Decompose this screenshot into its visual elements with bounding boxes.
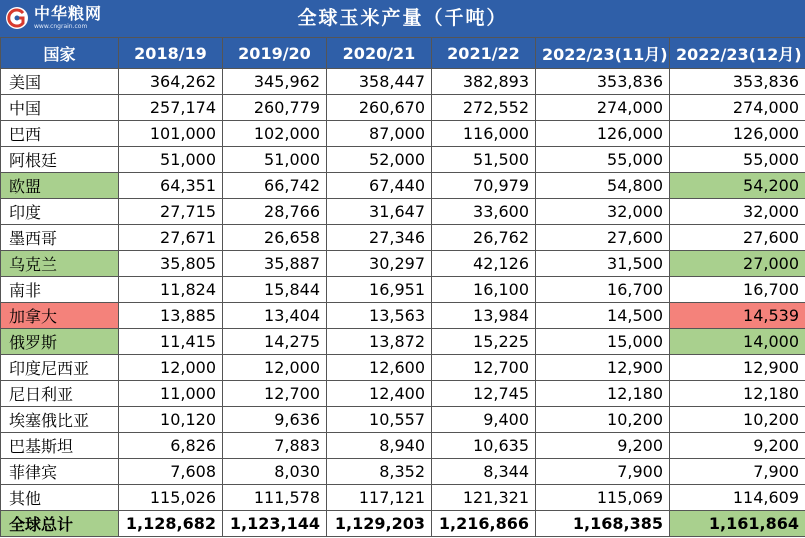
value-cell: 260,670: [327, 95, 432, 121]
value-cell: 16,700: [536, 277, 670, 303]
value-cell: 12,745: [432, 381, 536, 407]
logo-name: 中华粮网: [34, 4, 103, 23]
value-cell: 87,000: [327, 121, 432, 147]
value-cell: 32,000: [536, 199, 670, 225]
value-cell: 8,940: [327, 433, 432, 459]
table-row: [1, 225, 805, 251]
table-row: [1, 303, 805, 329]
country-cell: 印度尼西亚: [1, 355, 119, 381]
value-cell: 10,635: [432, 433, 536, 459]
value-cell: 70,979: [432, 173, 536, 199]
value-cell: 26,658: [223, 225, 327, 251]
column-header-country: 国家: [1, 38, 119, 69]
value-cell: 117,121: [327, 485, 432, 511]
table-row: [1, 355, 805, 381]
country-cell: 南非: [1, 277, 119, 303]
value-cell: 1,168,385: [536, 511, 670, 537]
value-cell: 51,000: [223, 147, 327, 173]
value-cell: 7,900: [536, 459, 670, 485]
value-cell: 16,100: [432, 277, 536, 303]
value-cell: 13,872: [327, 329, 432, 355]
value-cell: 27,600: [536, 225, 670, 251]
value-cell: 28,766: [223, 199, 327, 225]
value-cell: 55,000: [536, 147, 670, 173]
total-row: [1, 511, 805, 537]
value-cell: 10,200: [670, 407, 805, 433]
page-title: 全球玉米产量（千吨）: [297, 7, 508, 29]
value-cell: 364,262: [119, 69, 223, 95]
value-cell: 274,000: [670, 95, 805, 121]
value-cell: 8,030: [223, 459, 327, 485]
value-cell: 30,297: [327, 251, 432, 277]
table-row: [1, 95, 805, 121]
value-cell: 14,275: [223, 329, 327, 355]
table-row: [1, 69, 805, 95]
value-cell: 51,000: [119, 147, 223, 173]
value-cell: 7,608: [119, 459, 223, 485]
value-cell: 9,200: [670, 433, 805, 459]
value-cell: 51,500: [432, 147, 536, 173]
value-cell: 101,000: [119, 121, 223, 147]
country-cell: 乌克兰: [1, 251, 119, 277]
value-cell: 13,984: [432, 303, 536, 329]
value-cell: 272,552: [432, 95, 536, 121]
value-cell: 111,578: [223, 485, 327, 511]
table-row: [1, 381, 805, 407]
value-cell: 8,352: [327, 459, 432, 485]
value-cell: 358,447: [327, 69, 432, 95]
value-cell: 12,000: [223, 355, 327, 381]
value-cell: 7,883: [223, 433, 327, 459]
value-cell: 54,800: [536, 173, 670, 199]
column-header-year: 2019/20: [223, 38, 327, 69]
value-cell: 14,500: [536, 303, 670, 329]
value-cell: 13,885: [119, 303, 223, 329]
table-row: [1, 485, 805, 511]
value-cell: 9,200: [536, 433, 670, 459]
country-cell: 巴西: [1, 121, 119, 147]
value-cell: 26,762: [432, 225, 536, 251]
value-cell: 27,600: [670, 225, 805, 251]
value-cell: 16,951: [327, 277, 432, 303]
value-cell: 27,346: [327, 225, 432, 251]
value-cell: 42,126: [432, 251, 536, 277]
country-cell: 尼日利亚: [1, 381, 119, 407]
table-row: [1, 433, 805, 459]
table-row: [1, 277, 805, 303]
value-cell: 13,563: [327, 303, 432, 329]
value-cell: 274,000: [536, 95, 670, 121]
column-header-year: 2021/22: [432, 38, 536, 69]
value-cell: 14,000: [670, 329, 805, 355]
value-cell: 1,128,682: [119, 511, 223, 537]
value-cell: 126,000: [536, 121, 670, 147]
value-cell: 11,415: [119, 329, 223, 355]
country-cell: 巴基斯坦: [1, 433, 119, 459]
value-cell: 31,500: [536, 251, 670, 277]
value-cell: 260,779: [223, 95, 327, 121]
table-row: [1, 251, 805, 277]
value-cell: 1,216,866: [432, 511, 536, 537]
value-cell: 11,824: [119, 277, 223, 303]
value-cell: 12,000: [119, 355, 223, 381]
value-cell: 27,671: [119, 225, 223, 251]
value-cell: 32,000: [670, 199, 805, 225]
value-cell: 121,321: [432, 485, 536, 511]
value-cell: 16,700: [670, 277, 805, 303]
table-row: [1, 407, 805, 433]
value-cell: 12,900: [670, 355, 805, 381]
column-header-year: 2020/21: [327, 38, 432, 69]
value-cell: 31,647: [327, 199, 432, 225]
value-cell: 13,404: [223, 303, 327, 329]
column-header-year: 2022/23(11月): [536, 38, 670, 69]
value-cell: 67,440: [327, 173, 432, 199]
value-cell: 10,557: [327, 407, 432, 433]
country-cell: 墨西哥: [1, 225, 119, 251]
value-cell: 12,180: [670, 381, 805, 407]
table-row: [1, 199, 805, 225]
table-row: [1, 147, 805, 173]
value-cell: 55,000: [670, 147, 805, 173]
value-cell: 66,742: [223, 173, 327, 199]
production-table: [0, 37, 805, 537]
value-cell: 257,174: [119, 95, 223, 121]
value-cell: 35,805: [119, 251, 223, 277]
table-row: [1, 459, 805, 485]
country-cell: 中国: [1, 95, 119, 121]
value-cell: 1,123,144: [223, 511, 327, 537]
value-cell: 12,700: [223, 381, 327, 407]
value-cell: 52,000: [327, 147, 432, 173]
logo-url: www.cngrain.com: [34, 23, 88, 30]
table-row: [1, 121, 805, 147]
value-cell: 10,200: [536, 407, 670, 433]
value-cell: 353,836: [670, 69, 805, 95]
value-cell: 116,000: [432, 121, 536, 147]
value-cell: 12,180: [536, 381, 670, 407]
country-cell: 菲律宾: [1, 459, 119, 485]
value-cell: 15,225: [432, 329, 536, 355]
value-cell: 12,900: [536, 355, 670, 381]
country-cell: 加拿大: [1, 303, 119, 329]
value-cell: 10,120: [119, 407, 223, 433]
value-cell: 64,351: [119, 173, 223, 199]
value-cell: 27,715: [119, 199, 223, 225]
title-bar: [0, 0, 805, 37]
total-label: 全球总计: [1, 511, 119, 537]
column-header-year: 2022/23(12月): [670, 38, 805, 69]
value-cell: 353,836: [536, 69, 670, 95]
table-row: [1, 173, 805, 199]
value-cell: 8,344: [432, 459, 536, 485]
value-cell: 114,609: [670, 485, 805, 511]
value-cell: 6,826: [119, 433, 223, 459]
value-cell: 9,400: [432, 407, 536, 433]
value-cell: 7,900: [670, 459, 805, 485]
table-row: [1, 329, 805, 355]
value-cell: 12,700: [432, 355, 536, 381]
value-cell: 9,636: [223, 407, 327, 433]
value-cell: 15,000: [536, 329, 670, 355]
value-cell: 382,893: [432, 69, 536, 95]
value-cell: 1,161,864: [670, 511, 805, 537]
value-cell: 1,129,203: [327, 511, 432, 537]
country-cell: 印度: [1, 199, 119, 225]
value-cell: 115,026: [119, 485, 223, 511]
country-cell: 阿根廷: [1, 147, 119, 173]
country-cell: 其他: [1, 485, 119, 511]
value-cell: 345,962: [223, 69, 327, 95]
country-cell: 俄罗斯: [1, 329, 119, 355]
country-cell: 埃塞俄比亚: [1, 407, 119, 433]
country-cell: 欧盟: [1, 173, 119, 199]
column-header-year: 2018/19: [119, 38, 223, 69]
value-cell: 33,600: [432, 199, 536, 225]
value-cell: 11,000: [119, 381, 223, 407]
value-cell: 12,400: [327, 381, 432, 407]
value-cell: 15,844: [223, 277, 327, 303]
country-cell: 美国: [1, 69, 119, 95]
value-cell: 14,539: [670, 303, 805, 329]
header-row: [1, 38, 805, 69]
value-cell: 115,069: [536, 485, 670, 511]
value-cell: 126,000: [670, 121, 805, 147]
value-cell: 35,887: [223, 251, 327, 277]
value-cell: 54,200: [670, 173, 805, 199]
value-cell: 27,000: [670, 251, 805, 277]
value-cell: 102,000: [223, 121, 327, 147]
value-cell: 12,600: [327, 355, 432, 381]
